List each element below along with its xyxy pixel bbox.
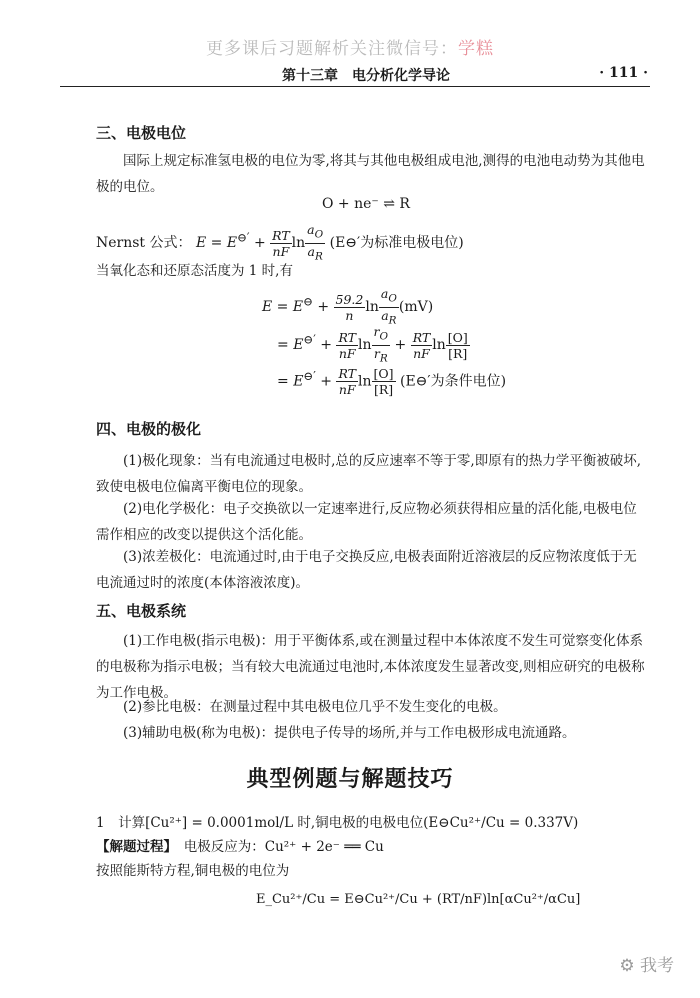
sec4-item-3: (3)浓差极化：电流通过时,由于电子交换反应,电极表面附近溶液层的反应物浓度低于无电流通过时的浓度(本体溶液浓度)。 xyxy=(96,549,637,591)
equation-line-2: = E⊖′ + $\frac{RT}{nF}$ ln $\frac{r_O}{r_R}$ + $\frac{RT}{nF}$ ln $\frac{[O]}{[R]}$ xyxy=(277,324,468,364)
sec4-item-2: (2)电化学极化：电子交换欲以一定速率进行,反应物必须获得相应量的活化能,电极电位需作相应的改变以提供这个活化能。 xyxy=(96,501,637,543)
example-question-1: 1 计算[Cu²⁺] = 0.0001mol/L 时,铜电极的电极电位(E⊖Cu²⁺/Cu = 0.337V) xyxy=(96,815,579,831)
banner-text: 更多课后习题解析关注微信号： xyxy=(206,39,458,59)
eq-unit: (mV) xyxy=(398,299,434,315)
nernst-intro: 按照能斯特方程,铜电极的电位为 xyxy=(96,863,290,879)
watermark-text: 我考 xyxy=(640,956,674,976)
section-3-heading: 三、电极电位 xyxy=(96,124,187,142)
sec3-paragraph-1: 国际上规定标准氢电极的电位为零,将其与其他电极组成电池,测得的电池电动势为其他电极的电位。 xyxy=(96,153,645,195)
chapter-title: 第十三章 电分析化学导论 xyxy=(282,68,450,84)
equation-line-1: E = E⊖ + $\frac{59.2}{n}$ ln $\frac{a_O}{a_R}$ (mV) xyxy=(262,286,434,326)
banner-accent: 学糕 xyxy=(458,39,494,59)
equation-line-3: = E⊖′ + $\frac{RT}{nF}$ ln $\frac{[O]}{[R]}$ (E⊖′为条件电位) xyxy=(277,366,507,397)
sec3-paragraph-2: 当氧化态和还原态活度为 1 时,有 xyxy=(96,263,293,279)
section-5-heading: 五、电极系统 xyxy=(96,602,187,620)
sec4-item-1: (1)极化现象：当有电流通过电极时,总的反应速率不等于零,即原有的热力学平衡被破坏,致使电极电位偏离平衡电位的现象。 xyxy=(96,453,641,495)
nernst-label: Nernst 公式： xyxy=(96,235,192,251)
promo-banner xyxy=(0,34,700,59)
page-number: · 111 · xyxy=(599,65,648,81)
nernst-formula: Nernst 公式： E = E⊖′ + $\frac{RT}{nF}$ ln $\frac{a_O}{a_R}$ (E⊖′为标准电极电位) xyxy=(96,222,464,262)
sec5-item-1: (1)工作电极(指示电极)：用于平衡体系,或在测量过程中本体浓度不发生可觉察变化体系的电极称为指示电极；当有较大电流通过电池时,本体浓度发生显著改变,则相应研究的电极称为工作电极。 xyxy=(96,633,645,701)
eq-constant: 59.2 xyxy=(335,291,364,307)
examples-title: 典型例题与解题技巧 xyxy=(246,767,454,792)
section-4-heading: 四、电极的极化 xyxy=(96,420,202,438)
final-equation: E_Cu²⁺/Cu = E⊖Cu²⁺/Cu + (RT/nF)ln[αCu²⁺/αCu] xyxy=(256,892,581,907)
running-header xyxy=(60,64,650,87)
eq-note: (E⊖′为条件电位) xyxy=(399,373,507,390)
watermark xyxy=(619,951,674,976)
solution-line xyxy=(96,834,650,860)
nernst-note: (E⊖′为标准电极电位) xyxy=(329,235,464,251)
sec5-item-3: (3)辅助电极(称为电极)：提供电子传导的场所,并与工作电极形成电流通路。 xyxy=(123,725,576,741)
solution-label: 【解题过程】 xyxy=(96,839,171,855)
sec5-item-2: (2)参比电极：在测量过程中其电极电位几乎不发生变化的电极。 xyxy=(123,699,507,715)
wechat-icon: ⚙ xyxy=(619,956,640,976)
solution-text: 电极反应为：Cu²⁺ + 2e⁻ ══ Cu xyxy=(183,839,384,855)
reaction-equation: O + ne⁻ ⇌ R xyxy=(322,196,410,212)
